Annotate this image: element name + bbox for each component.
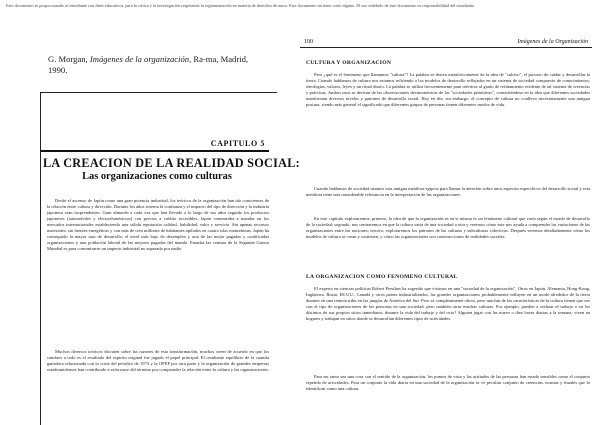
left-paragraph-2: Muchos diversos teóricos discuten sobre las razones de esta transformación, muchos creen de acuerdo en que los cambios a todo es el resultado del espíritu original fue jugado el papel principal. El resultante equilibrio de la cuantía ganadora relacionada con la crisis del petróleo de 1973 y la OPEP por otra parte y la organización de grandes empresas estadounidenses han contribuido a esforzarse del término por comprender la relación entre la cultura y las organizaciones. xyxy=(47,349,269,373)
chapter-rule xyxy=(41,150,269,152)
citation-publisher: , Ra-ma, Madrid, xyxy=(189,54,249,64)
right-paragraph-1: Pero ¿qué es el fenómeno que llamamos "cultura"? La palabra se deriva metafóricamente de la idea de "cultivo", el proceso de cuidar y desarrollar la tierra. Cuando hablamos de cultura nos estamos refiriendo a los modelos de desarrollo reflejados en un sistema de sociedad compuesto de conocimientos, ideologías, valores, leyes y un ritual diario. La palabra se utiliza frecuentemente para referirse al grado de refinamiento evidente de tal sistema de creencias y prácticas. Ambos usos se derivan de las observaciones decimonónicas de las "sociedades primitivas", convirtiéndose en la idea que diferentes sociedades manifiestan diversos niveles y patrones de desarrollo social. Hoy en día, sin embargo, el concepto de cultura no conlleva necesariamente una antigua postura, siendo más general el significado que diferentes grupos de personas tienen diferentes modos de vida. xyxy=(306,72,590,108)
source-citation xyxy=(48,54,248,76)
right-paragraph-4: El experto en ciencias políticas Robert Presthus ha sugerido que vivimos en una "sociedad de la organización". Otros en Japón, Alemania, Hong-Kong, Inglaterra, Rusia, EE.UU., Canadá y otros países industrializados, las grandes organizaciones probablemente influyen en un modo alrededor de la tierra durante en una remota tribu en las junglas de América del Sur. Pero es completamente obvio, pero muchas de las características de la cultura tienen que ver con el tipo de organizaciones de las personas en una sociedad, pero también otras muchas culturas. Por ejemplo, pueden a realizar el trabajo o en los distintos de sus propios sitios inmediatos, durante la vida del trabajo y del ocio? Alguien jugar con las nueve o diez horas diarias a la semana, viven en hogares y trabajan en sitios donde se desarrollan diferentes tipos de actividades. xyxy=(306,286,590,322)
right-page xyxy=(300,36,598,424)
citation-year: 1990. xyxy=(48,65,68,75)
chapter-title: LA CREACION DE LA REALIDAD SOCIAL: xyxy=(43,156,301,170)
chapter-subtitle: Las organizaciones como culturas xyxy=(82,171,232,182)
section-title-2: LA ORGANIZACION COMO FENOMENO CULTURAL xyxy=(306,274,458,280)
right-paragraph-5: Para ser tanto sea una cosa con el sentido de la organización, los puntos de vista y las actitudes de las personas han estado sensibles como el conjunto repetido de actividades. Para un conjunto la vida diaria en una sociedad de la organización se ve peculiar conjunto de creencias, normas y rituales que lo identifican como una cultura. xyxy=(306,374,590,392)
section-title-1: CULTURA Y ORGANIZACION xyxy=(306,60,392,66)
citation-author: G. Morgan, xyxy=(48,54,88,64)
left-page xyxy=(40,92,301,425)
right-paragraph-3: En este capítulo exploraremos: primero, la idea de que la organización es en sí misma es un fenómeno cultural que varía según el estado de desarrollo de la sociedad; segundo, nos centraremos en que la cultura varía de una sociedad a otra y veremos cómo este nos ayuda a comprender las variaciones de las organizaciones entre las naciones; tercero, exploraremos los patrones de las culturas y subculturas colectivas. Después veremos detalladamente cómo los modelos de cultura se crean y sostienen, y cómo las organizaciones son construcciones de realidades sociales. xyxy=(306,216,590,240)
left-paragraph-1: Desde el ascenso de Japón como una gran potencia industrial, los teóricos de la organización han ido conscientes de la relación entre cultura y dirección. Durante los años sesenta la confianza y el impacto del tipo de dirección y la industria japonesa eran sorprendentes. Gran almacén a cada vez que han llevado a lo largo de sus años seguido los productos japoneses (automóviles y electrodomésticos) con precios a crédito accesibles. Japón comenzaba a mandar en los mercados internacionales estableciendo una sólida reputación calidad, fiabilidad, valor y servicio. Sin apenas recursos materiales, sin fuentes energéticas y con más de cien millones de habitantes apilados en cuatro islas montañosas, Japón ha conseguido la mayor tasa de desarrollo, el nivel más bajo de desempleo y una de las mejor pagadas y cualificadas organizaciones y una población laboral de las mejores pagadas del mundo. Pasadas las cenizas de la Segunda Guerra Mundial es para concentrarse un imperio industrial no superado por nadie. xyxy=(47,198,269,252)
page-number: 100 xyxy=(304,39,313,45)
chapter-label: CAPITULO 5 xyxy=(210,139,265,148)
citation-title: Imágenes de la organización xyxy=(89,54,190,64)
copyright-notice: Este documento es proporcionado al estudiante con fines educativos, para la crítica y la investigación respetando la reglamentación en materia de derechos de autor. Este documento no tiene costo alguno. El uso indebido de este documento es responsabilidad del estudiante. xyxy=(6,3,476,8)
running-head: Imágenes de la Organización xyxy=(517,39,588,45)
right-paragraph-2: Cuando hablamos de sociedad usamos esta antigua metáfora egipcia para llamar la atención sobre unos aspectos específicos del desarrollo social y esta metáfora tiene una considerable relevancia en la interpretación de las organizaciones. xyxy=(306,186,590,198)
header-rule xyxy=(300,47,592,48)
